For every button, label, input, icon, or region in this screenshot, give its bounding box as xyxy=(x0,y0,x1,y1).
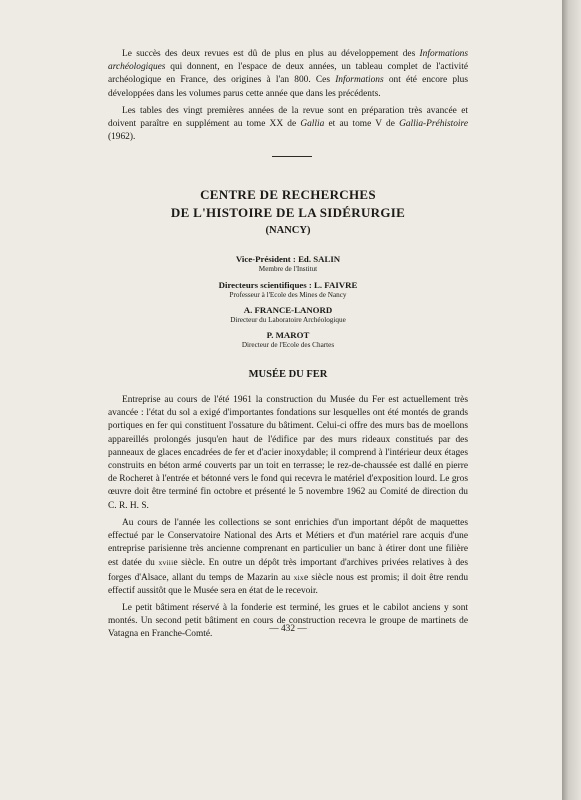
intro-paragraph-1 xyxy=(108,48,468,101)
person-entry xyxy=(108,254,468,275)
italic-run: Gallia-Préhistoire xyxy=(399,119,468,130)
person-description: Professeur à l'Ecole des Mines de Nancy xyxy=(229,291,347,299)
italic-run: Informations xyxy=(335,75,384,86)
text-run: qui donnent, en l'espace de deux années, un tableau complet de l'activité archéologique en France, des origines à l'an 800. Ces xyxy=(108,62,468,86)
musee-paragraph-2 xyxy=(108,517,468,598)
person-role: P. MAROT xyxy=(266,330,310,340)
italic-run: Gallia xyxy=(300,119,325,130)
centre-subtitle: (NANCY) xyxy=(265,225,311,236)
page-edge-shadow xyxy=(562,0,581,800)
text-run: Les tables des vingt premières années de la revue sont en préparation très avancée et doivent paraître en supplément au tome XX de xyxy=(108,105,468,130)
centre-title-line-1: CENTRE DE RECHERCHES xyxy=(200,187,376,202)
section-heading: MUSÉE DU FER xyxy=(248,369,328,380)
text-run: Au cours de l'année les collections se sont enrichies d'un important dépôt de maquettes effectué par le Conservatoire National des Arts et Métiers et d'un matériel rare acquis d'une entreprise parisienne très ancienne comprenant en particulier un banc à étirer dont une filière est datée du xyxy=(108,517,468,569)
text-run: et au tome V de xyxy=(324,119,400,130)
text-run: e siècle. En outre un dépôt très important d'archives privées relatives à des forges d'Alsace, allant du temps de Mazarin au xyxy=(108,558,468,583)
person-role: Directeurs scientifiques : L. FAIVRE xyxy=(218,280,358,290)
intro-text xyxy=(108,48,468,148)
person-entry xyxy=(108,280,468,301)
italic-run: Informations archéologiques xyxy=(108,49,468,73)
person-description: Directeur de l'Ecole des Chartes xyxy=(241,341,335,349)
centre-title-line-2: DE L'HISTOIRE DE LA SIDÉRURGIE xyxy=(170,205,406,220)
page-number: — 432 — xyxy=(269,624,307,634)
musee-paragraph-3: Le petit bâtiment réservé à la fonderie est terminé, les grues et le cabilot anciens y sont montés. Un second petit bâtiment en cours de construction recevra le groupe de martinets de Vatagna en Franche-Comté. xyxy=(108,603,468,640)
musee-text xyxy=(108,394,468,646)
text-run: (1962). xyxy=(108,132,136,143)
text-run: e siècle nous est promis; il doit être rendu effectif aussitôt que le Musée sera en état de le recevoir. xyxy=(108,572,469,596)
person-entry xyxy=(108,305,468,326)
person-description: Membre de l'Institut xyxy=(258,265,318,273)
section-divider xyxy=(272,156,312,157)
text-run: Le succès des deux revues est dû de plus en plus au développement des xyxy=(122,49,420,59)
person-description: Directeur du Laboratoire Archéologique xyxy=(230,316,346,324)
person-entry xyxy=(108,330,468,351)
person-role: A. FRANCE-LANORD xyxy=(243,305,333,315)
centre-title xyxy=(108,186,468,222)
musee-paragraph-1: Entreprise au cours de l'été 1961 la construction du Musée du Fer est actuellement très avancée : l'état du sol a exigé d'importantes fondations sur lesquelles ont été montés de grands portiques en fer qui constituent l'ossature du bâtiment. Celui-ci offre des murs bas de moellons appareillés prolongés jusqu'en haut de l'édifice par des murs rideaux constitués par des panneaux de glaces encadrées de fer et d'acier inoxydable; il comprend à l'intérieur deux étages construits en béton armé couverts par un toit en terrasse; le rez-de-chaussée est dallé en pierre de Rocheret à l'entrée et bétonné vers le fond qui recevra le matériel d'exposition lourd. Le gros œuvre doit être terminé fin octobre et présenté le 5 novembre 1962 au Comité de direction du C. R. H. S. xyxy=(108,395,468,511)
intro-paragraph-2 xyxy=(108,105,468,145)
person-role: Vice-Président : Ed. SALIN xyxy=(235,254,341,264)
small-caps-run: xix xyxy=(293,572,304,582)
small-caps-run: xviii xyxy=(158,558,174,568)
text-run: ont été encore plus développées dans les volumes parus cette année que dans les précédents. xyxy=(108,75,469,99)
